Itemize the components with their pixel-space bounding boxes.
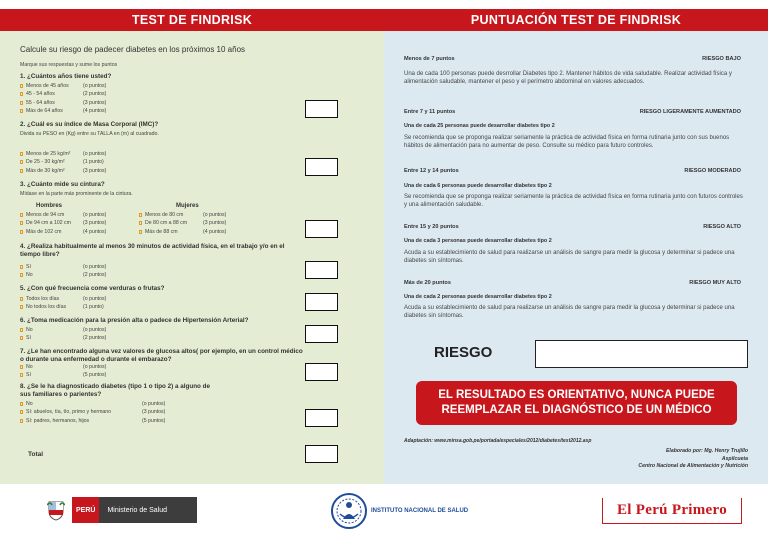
q7-points-1: (o puntos) bbox=[83, 364, 107, 370]
credit-line-1: Elaborado por: Mg. Henry Trujillo bbox=[665, 448, 748, 454]
q8-option-3[interactable]: Sí: padres, hermanos, hijos bbox=[20, 418, 89, 424]
checkbox[interactable] bbox=[139, 213, 142, 216]
q2-option-2[interactable]: De 25 - 30 kg/m² bbox=[20, 159, 65, 165]
q3-men-points-2: (3 puntos) bbox=[83, 220, 107, 226]
credit-line-2: Aspilcueta bbox=[721, 456, 748, 462]
q2-points-3: (3 puntos) bbox=[83, 168, 107, 174]
q4-points-1: (o puntos) bbox=[83, 264, 107, 270]
checkbox[interactable] bbox=[20, 265, 23, 268]
intro-text: Calcule su riesgo de padecer diabetes en los próximos 10 años bbox=[20, 45, 246, 54]
credit-line-3: Centro Nacional de Alimentación y Nutrición bbox=[638, 463, 748, 469]
question-2: 2. ¿Cuál es su índice de Masa Corporal (IMC)? bbox=[20, 121, 159, 128]
score-5-range: Más de 20 puntos bbox=[404, 280, 451, 286]
q1-points-4: (4 puntos) bbox=[83, 108, 107, 114]
question-3: 3. ¿Cuánto mide su cintura? bbox=[20, 181, 105, 188]
q4-score-box[interactable] bbox=[305, 261, 338, 279]
question-4: 4. ¿Realiza habitualmente al menos 30 minutos de actividad física, en el trabajo y/o en el tiempo libre? bbox=[20, 243, 285, 258]
el-peru-primero-logo: El Perú Primero bbox=[602, 498, 742, 524]
checkbox[interactable] bbox=[20, 101, 23, 104]
ins-logo bbox=[330, 492, 468, 530]
score-5-summary: Una de cada 2 personas puede desarrollar diabetes tipo 2 bbox=[404, 294, 552, 300]
q3-women-points-2: (3 puntos) bbox=[203, 220, 227, 226]
minsa-logo bbox=[47, 497, 197, 523]
score-4-level: RIESGO ALTO bbox=[703, 224, 741, 230]
q7-option-1[interactable]: No bbox=[20, 364, 33, 370]
intro-subtext: Marque sus respuestas y sume los puntos bbox=[20, 62, 118, 68]
q3-men-option-2[interactable]: De 94 cm a 102 cm bbox=[20, 220, 71, 226]
score-1-text: Una de cada 100 personas puede desrrollar Diabetes tipo 2. Mantener hábitos de vida saludable. Realizar actividad física y alimentación saludable, mantener el peso y el perímetro abdominal en valores adecuados. bbox=[404, 71, 732, 85]
checkbox[interactable] bbox=[139, 230, 142, 233]
q3-men-option-1[interactable]: Menos de 94 cm bbox=[20, 212, 64, 218]
q3-women-points-1: (o puntos) bbox=[203, 212, 227, 218]
checkbox[interactable] bbox=[20, 328, 23, 331]
q1-option-2[interactable]: 45 - 54 años bbox=[20, 91, 55, 97]
ins-label: INSTITUTO NACIONAL DE SALUD bbox=[371, 508, 469, 514]
q6-option-2[interactable]: Sí bbox=[20, 335, 31, 341]
q5-score-box[interactable] bbox=[305, 293, 338, 311]
checkbox[interactable] bbox=[20, 84, 23, 87]
checkbox[interactable] bbox=[20, 373, 23, 376]
q2-option-3[interactable]: Más de 30 kg/m² bbox=[20, 168, 65, 174]
q1-points-2: (2 puntos) bbox=[83, 91, 107, 97]
question-8: 8. ¿Se le ha diagnosticado diabetes (tipo 1 o tipo 2) a alguno de sus familiares o parientes? bbox=[20, 383, 210, 398]
q2-note: Divida su PESO en (Kg) entre su TALLA en (m) al cuadrado. bbox=[20, 131, 159, 137]
score-3-range: Entre 12 y 14 puntos bbox=[404, 168, 459, 174]
checkbox[interactable] bbox=[20, 92, 23, 95]
question-5: 5. ¿Con qué frecuencia come verduras o frutas? bbox=[20, 285, 165, 292]
q4-option-1[interactable]: Sí bbox=[20, 264, 31, 270]
q5-option-1[interactable]: Todos los días bbox=[20, 296, 59, 302]
total-score-box[interactable] bbox=[305, 445, 338, 463]
q2-score-box[interactable] bbox=[305, 158, 338, 176]
test-panel bbox=[0, 31, 384, 484]
q3-score-box[interactable] bbox=[305, 220, 338, 238]
q1-option-3[interactable]: 55 - 64 años bbox=[20, 100, 55, 106]
q3-men-points-1: (o puntos) bbox=[83, 212, 107, 218]
q3-note: Mídase en la parte más prominente de la cintura. bbox=[20, 191, 133, 197]
q6-points-1: (o puntos) bbox=[83, 327, 107, 333]
q3-women-option-2[interactable]: De 80 cm a 88 cm bbox=[139, 220, 187, 226]
score-4-text: Acuda a su establecimiento de salud para realizarse un análisis de sangre para medir la glucosa y determinar si padece una diabetes sin síntomas. bbox=[404, 250, 735, 264]
q1-points-3: (3 puntos) bbox=[83, 100, 107, 106]
q5-points-1: (o puntos) bbox=[83, 296, 107, 302]
q1-points-1: (o puntos) bbox=[83, 83, 107, 89]
checkbox[interactable] bbox=[20, 213, 23, 216]
score-2-summary: Una de cada 25 personas puede desarrollar diabetes tipo 2 bbox=[404, 123, 555, 129]
q8-points-2: (3 puntos) bbox=[142, 409, 166, 415]
checkbox[interactable] bbox=[20, 221, 23, 224]
score-3-summary: Una de cada 6 personas puede desarrollar diabetes tipo 2 bbox=[404, 183, 552, 189]
q2-points-2: (1 punto) bbox=[83, 159, 104, 165]
q8-score-box[interactable] bbox=[305, 409, 338, 427]
q5-option-2[interactable]: No todos los días bbox=[20, 304, 66, 310]
checkbox[interactable] bbox=[20, 297, 23, 300]
score-panel bbox=[384, 31, 768, 484]
adaptation-source: Adaptación: www.minsa.gob.pe/portada/especiales/2012/diabetes/test2012.asp bbox=[404, 438, 592, 444]
q1-score-box[interactable] bbox=[305, 100, 338, 118]
q1-option-1[interactable]: Menos de 45 años bbox=[20, 83, 69, 89]
checkbox[interactable] bbox=[20, 230, 23, 233]
checkbox[interactable] bbox=[20, 273, 23, 276]
score-3-level: RIESGO MODERADO bbox=[684, 168, 741, 174]
total-label: Total bbox=[28, 451, 44, 458]
women-heading: Mujeres bbox=[176, 203, 199, 209]
score-2-range: Entre 7 y 11 puntos bbox=[404, 109, 456, 115]
warning-line-1: EL RESULTADO ES ORIENTATIVO, NUNCA PUEDE bbox=[438, 389, 715, 401]
ins-emblem-icon bbox=[330, 492, 368, 530]
footer bbox=[0, 484, 768, 535]
score-5-level: RIESGO MUY ALTO bbox=[689, 280, 741, 286]
score-2-level: RIESGO LIGERAMENTE AUMENTADO bbox=[639, 109, 741, 115]
question-7: 7. ¿Le han encontrado alguna vez valores de glucosa altos( por ejemplo, en un control médico o durante una enfermedad o durante el embarazo? bbox=[20, 348, 303, 363]
question-1: 1. ¿Cuántos años tiene usted? bbox=[20, 73, 112, 80]
checkbox[interactable] bbox=[139, 221, 142, 224]
q8-option-1[interactable]: No bbox=[20, 401, 33, 407]
q7-option-2[interactable]: Sí bbox=[20, 372, 31, 378]
peru-coat-of-arms-icon bbox=[47, 499, 65, 521]
header-findrisk-score: PUNTUACIÓN TEST DE FINDRISK bbox=[384, 9, 768, 31]
score-1-range: Menos de 7 puntos bbox=[404, 56, 455, 62]
score-2-text: Se recomienda que se proponga realizar seriamente la práctica de actividad física en forma rutinaria junto con sus buenos hábitos de alimentación para no aumentar de peso. Consulte su médico para futuro controles. bbox=[404, 135, 730, 149]
q3-men-option-3[interactable]: Más de 102 cm bbox=[20, 229, 61, 235]
q4-points-2: (2 puntos) bbox=[83, 272, 107, 278]
riesgo-input-box[interactable] bbox=[535, 340, 748, 368]
men-heading: Hombres bbox=[36, 203, 63, 209]
q1-option-4[interactable]: Más de 64 años bbox=[20, 108, 63, 114]
header-findrisk-test: TEST DE FINDRISK bbox=[0, 9, 384, 31]
q3-women-points-3: (4 puntos) bbox=[203, 229, 227, 235]
checkbox[interactable] bbox=[20, 160, 23, 163]
checkbox[interactable] bbox=[20, 169, 23, 172]
checkbox[interactable] bbox=[20, 410, 23, 413]
q3-women-option-1[interactable]: Menos de 80 cm bbox=[139, 212, 183, 218]
q3-women-option-3[interactable]: Más de 88 cm bbox=[139, 229, 178, 235]
checkbox[interactable] bbox=[20, 305, 23, 308]
q8-option-2[interactable]: Sí: abuelos, tía, tío, primo y hermano bbox=[20, 409, 111, 415]
q2-option-1[interactable]: Menos de 25 kg/m² bbox=[20, 151, 70, 157]
q2-points-1: (o puntos) bbox=[83, 151, 107, 157]
warning-banner bbox=[416, 381, 737, 425]
q6-points-2: (2 puntos) bbox=[83, 335, 107, 341]
q6-score-box[interactable] bbox=[305, 325, 338, 343]
checkbox[interactable] bbox=[20, 402, 23, 405]
score-4-range: Entre 15 y 20 puntos bbox=[404, 224, 459, 230]
score-3-text: Se recomienda que se proponga realizar seriamente la práctica de actividad física en forma rutinaria junto con futuros controles y una alimentación saludable. bbox=[404, 194, 743, 208]
q7-points-2: (5 puntos) bbox=[83, 372, 107, 378]
q5-points-2: (1 punto) bbox=[83, 304, 104, 310]
score-4-summary: Una de cada 3 personas puede desarrollar diabetes tipo 2 bbox=[404, 238, 552, 244]
q6-option-1[interactable]: No bbox=[20, 327, 33, 333]
q4-option-2[interactable]: No bbox=[20, 272, 33, 278]
q7-score-box[interactable] bbox=[305, 363, 338, 381]
question-6: 6. ¿Toma medicación para la presión alta o padece de Hipertensión Arterial? bbox=[20, 317, 249, 324]
score-1-level: RIESGO BAJO bbox=[702, 56, 741, 62]
checkbox[interactable] bbox=[20, 419, 23, 422]
q3-men-points-3: (4 puntos) bbox=[83, 229, 107, 235]
warning-line-2: REEMPLAZAR EL DIAGNÓSTICO DE UN MÉDICO bbox=[441, 404, 712, 416]
checkbox[interactable] bbox=[20, 365, 23, 368]
riesgo-label: RIESGO bbox=[434, 344, 493, 361]
score-5-text: Acuda a su establecimiento de salud para realizarse un análisis de sangre para medir la glucosa y determinar si padece una diabetes sin síntomas. bbox=[404, 305, 735, 319]
checkbox[interactable] bbox=[20, 109, 23, 112]
q8-points-3: (5 puntos) bbox=[142, 418, 166, 424]
checkbox[interactable] bbox=[20, 152, 23, 155]
minsa-label: Ministerio de Salud bbox=[99, 497, 197, 523]
q8-points-1: (o puntos) bbox=[142, 401, 166, 407]
peru-label: PERÚ bbox=[72, 497, 99, 523]
checkbox[interactable] bbox=[20, 336, 23, 339]
